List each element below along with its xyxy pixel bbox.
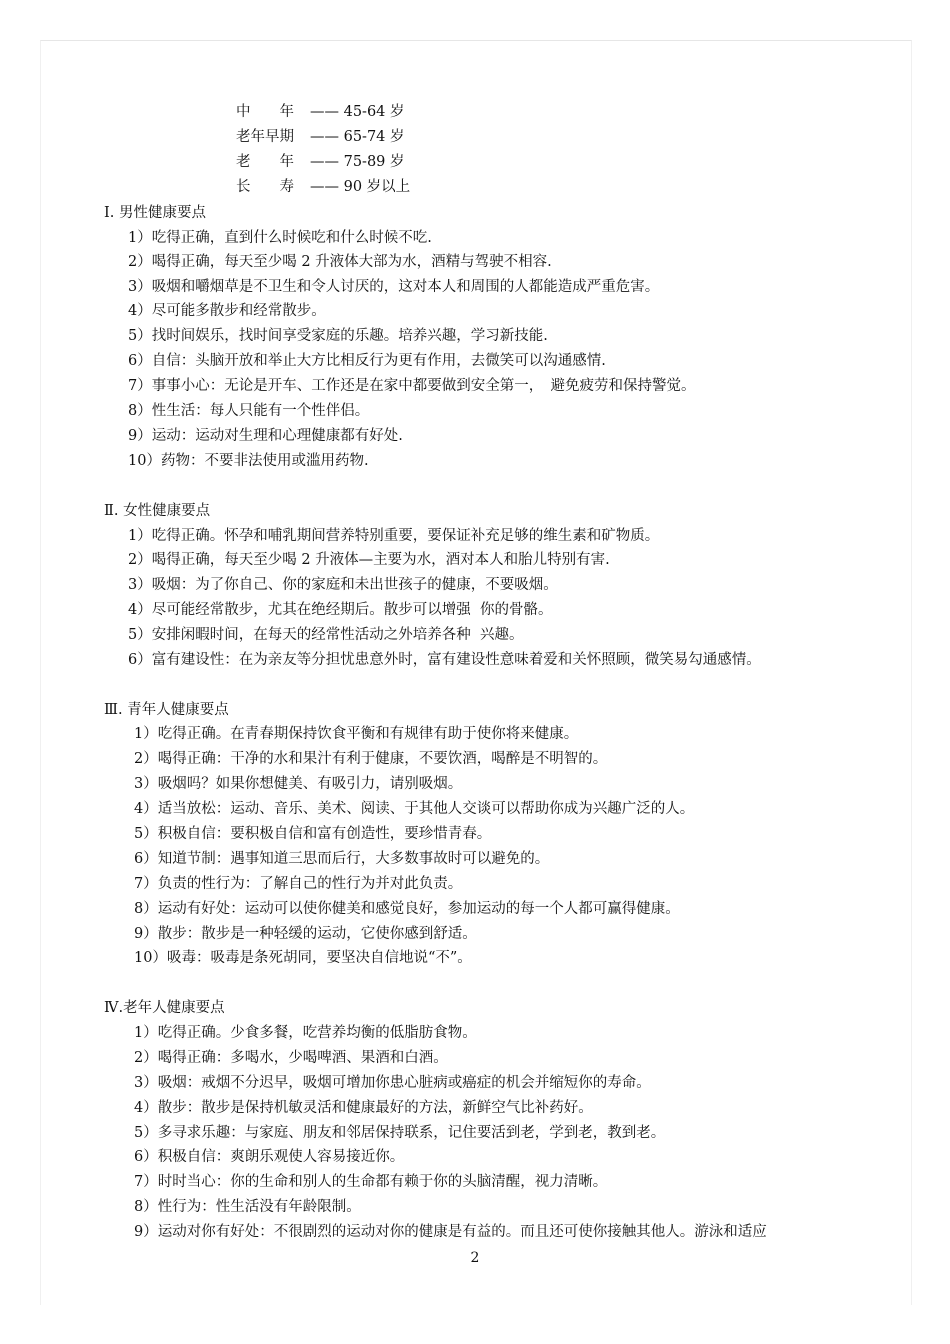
list-item: 1）吃得正确。在青春期保持饮食平衡和有规律有助于使你将来健康。 — [134, 726, 579, 742]
age-row — [236, 125, 410, 150]
list-item: 5）积极自信：要积极自信和富有创造性，要珍惜青春。 — [134, 826, 492, 842]
list-item: 3）吸烟：戒烟不分迟早，吸烟可增加你患心脏病或癌症的机会并缩短你的寿命。 — [134, 1075, 651, 1091]
list-item: 1）吃得正确。少食多餐，吃营养均衡的低脂肪食物。 — [134, 1025, 477, 1041]
list-item: 5）多寻求乐趣：与家庭、朋友和邻居保持联系，记住要活到老，学到老，教到老。 — [134, 1125, 666, 1141]
age-range: —— 65-74 岁 — [310, 129, 405, 145]
page-number: 2 — [470, 1250, 480, 1266]
list-item: 5）找时间娱乐，找时间享受家庭的乐趣。培养兴趣，学习新技能. — [128, 328, 548, 344]
list-item: 10）吸毒：吸毒是条死胡同，要坚决自信地说“不”。 — [134, 950, 472, 966]
list-item: 6）富有建设性：在为亲友等分担忧患意外时，富有建设性意味着爱和关怀照顾，微笑易勾通感情。 — [128, 652, 761, 668]
list-item: 9）运动：运动对生理和心理健康都有好处. — [128, 428, 403, 444]
age-range: —— 75-89 岁 — [310, 154, 405, 170]
section-heading-elderly: Ⅳ.老年人健康要点 — [104, 1000, 225, 1016]
list-item: 4）尽可能经常散步，尤其在绝经期后。散步可以增强 你的骨骼。 — [128, 602, 553, 618]
list-item: 6）自信：头脑开放和举止大方比相反行为更有作用，去微笑可以沟通感情. — [128, 353, 606, 369]
list-item: 10）药物：不要非法使用或滥用药物. — [128, 453, 369, 469]
list-item: 7）负责的性行为：了解自己的性行为并对此负责。 — [134, 876, 463, 892]
list-item: 4）尽可能多散步和经常散步。 — [128, 303, 326, 319]
list-item: 1）吃得正确，直到什么时候吃和什么时候不吃. — [128, 230, 432, 246]
section-heading-women: Ⅱ. 女性健康要点 — [104, 503, 211, 519]
list-item: 7）事事小心：无论是开车、工作还是在家中都要做到安全第一， 避免疲劳和保持警觉。 — [128, 378, 696, 394]
list-item: 3）吸烟吗？如果你想健美、有吸引力，请别吸烟。 — [134, 776, 463, 792]
list-item: 2）喝得正确：干净的水和果汁有利于健康，不要饮酒，喝醉是不明智的。 — [134, 751, 608, 767]
age-range: —— 45-64 岁 — [310, 104, 405, 120]
list-item: 6）积极自信：爽朗乐观使人容易接近你。 — [134, 1149, 405, 1165]
age-label: 老 年 — [236, 154, 294, 170]
age-label: 长 寿 — [236, 179, 294, 195]
list-item: 4）适当放松：运动、音乐、美术、阅读、于其他人交谈可以帮助你成为兴趣广泛的人。 — [134, 801, 695, 817]
list-item: 2）喝得正确：多喝水，少喝啤酒、果酒和白酒。 — [134, 1050, 448, 1066]
list-item: 1）吃得正确。怀孕和哺乳期间营养特别重要，要保证补充足够的维生素和矿物质。 — [128, 528, 660, 544]
section-heading-youth: Ⅲ. 青年人健康要点 — [104, 702, 229, 718]
list-item: 7）时时当心：你的生命和别人的生命都有赖于你的头脑清醒，视力清晰。 — [134, 1174, 608, 1190]
age-row — [236, 100, 410, 125]
list-item: 3）吸烟和嚼烟草是不卫生和令人讨厌的，这对本人和周围的人都能造成严重危害。 — [128, 279, 660, 295]
age-label: 中 年 — [236, 104, 294, 120]
list-item: 6）知道节制：遇事知道三思而后行，大多数事故时可以避免的。 — [134, 851, 550, 867]
age-row — [236, 150, 410, 175]
age-range: —— 90 岁以上 — [310, 179, 411, 195]
age-label: 老年早期 — [236, 129, 294, 145]
list-item: 9）散步：散步是一种轻缓的运动，它使你感到舒适。 — [134, 926, 477, 942]
age-row — [236, 175, 410, 200]
list-item: 5）安排闲暇时间，在每天的经常性活动之外培养各种 兴趣。 — [128, 627, 524, 643]
list-item: 8）运动有好处：运动可以使你健美和感觉良好，参加运动的每一个人都可赢得健康。 — [134, 901, 680, 917]
list-item: 8）性行为：性生活没有年龄限制。 — [134, 1199, 361, 1215]
list-item: 2）喝得正确，每天至少喝 2 升液体—主要为水，酒对本人和胎儿特别有害. — [128, 552, 610, 568]
list-item: 3）吸烟：为了你自己、你的家庭和未出世孩子的健康，不要吸烟。 — [128, 577, 558, 593]
list-item: 2）喝得正确，每天至少喝 2 升液体大部为水，酒精与驾驶不相容. — [128, 254, 552, 270]
list-item: 4）散步：散步是保持机敏灵活和健康最好的方法，新鲜空气比补药好。 — [134, 1100, 593, 1116]
list-item: 9）运动对你有好处：不很剧烈的运动对你的健康是有益的。而且还可使你接触其他人。游泳和适应 — [134, 1224, 767, 1240]
list-item: 8）性生活：每人只能有一个性伴侣。 — [128, 403, 370, 419]
age-groups-list — [236, 100, 410, 200]
section-heading-men: Ⅰ. 男性健康要点 — [104, 205, 206, 221]
